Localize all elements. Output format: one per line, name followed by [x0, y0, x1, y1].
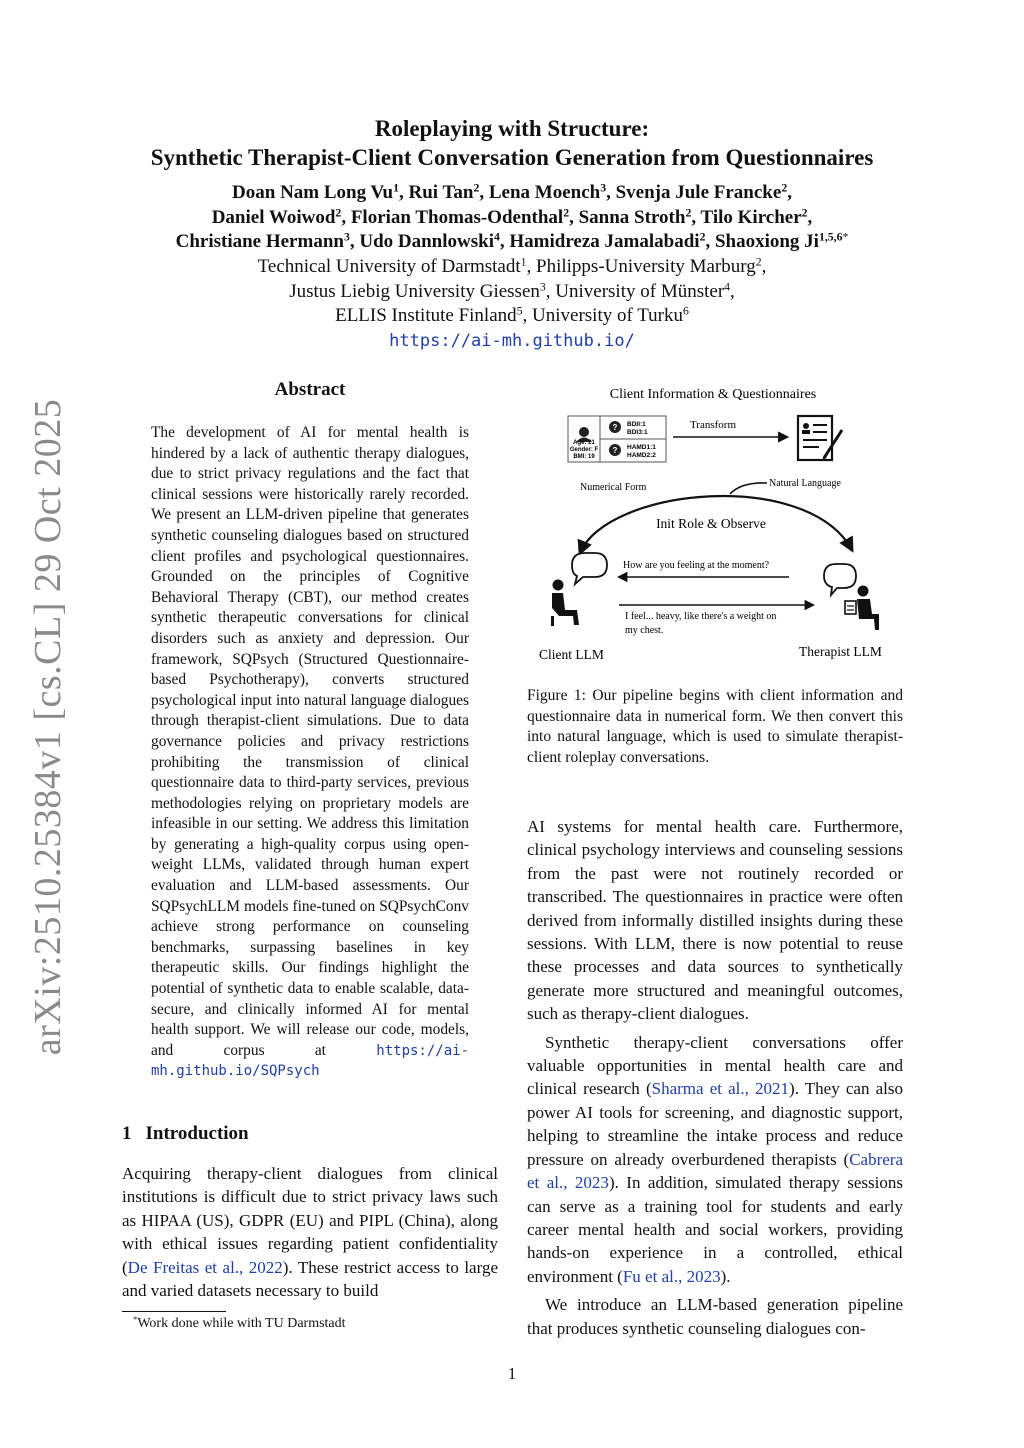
svg-text:?: ? — [612, 446, 618, 455]
citation-link[interactable]: Sharma et al., 2021 — [651, 1079, 790, 1099]
svg-text:?: ? — [612, 423, 618, 432]
client-llm-label: Client LLM — [539, 647, 604, 662]
abstract-url-link[interactable]: https://ai-mh.github.io/SQPsych — [151, 1042, 469, 1080]
section-title: Introduction — [145, 1123, 249, 1144]
therapist-person-icon — [824, 564, 879, 630]
svg-text:HAMD1:1: HAMD1:1 — [627, 444, 656, 451]
svg-text:Gender: F: Gender: F — [569, 447, 599, 453]
footnote-rule — [122, 1311, 226, 1312]
therapist-question: How are you feeling at the moment? — [623, 560, 770, 571]
svg-text:BDII:1: BDII:1 — [627, 421, 646, 428]
svg-text:BDI3:1: BDI3:1 — [627, 429, 648, 436]
therapist-llm-label: Therapist LLM — [799, 644, 882, 659]
author-line-2: Daniel Woiwod$^2$, Florian Thomas-Odenthal$^2$, Sanna Stroth$^2$, Tilo Kircher$^2$, — [211, 206, 813, 228]
author-line-3: Christiane Hermann$^3$, Udo Dannlowski$^4$, Hamidreza Jamalabadi$^2$, Shaoxiong $Ji^{1,5,6*}$ — [175, 230, 849, 252]
numerical-form-label: Numerical Form — [580, 482, 647, 493]
client-answer-line-2: my chest. — [625, 625, 664, 636]
svg-text:HAMD2:2: HAMD2:2 — [627, 452, 656, 459]
figure-title: Client Information & Questionnaires — [609, 387, 817, 402]
natural-language-document-icon — [798, 416, 842, 461]
paper-title-line-2: Synthetic Therapist-Client Conversation Generation from Questionnaires — [150, 145, 874, 170]
project-url-link[interactable]: https://ai-mh.github.io/ — [389, 331, 635, 351]
client-person-icon — [551, 553, 607, 626]
connector-curve — [730, 483, 767, 494]
init-role-label: Init Role & Observe — [656, 516, 766, 531]
natural-language-label: Natural Language — [769, 478, 841, 489]
speech-bubble-icon — [572, 553, 607, 584]
citation-link[interactable]: Cabrera et al., 2023 — [527, 1149, 903, 1193]
figure-1-pipeline-diagram — [527, 378, 903, 668]
abstract-heading: Abstract — [274, 379, 346, 400]
affiliation-line-3: ELLIS Institute Finland$^5$, University of Turku$^6$ — [335, 304, 689, 326]
footnote: *Work done while with TU Darmstadt — [133, 1314, 346, 1331]
paragraph: Synthetic therapy-client conversations offer valuable opportunities in mental health care and clinical research (Sharma et al., 2021). They can also power AI tools for screening, and diagnostic support, helping to streamline the intake process and reduce pressure on already overburdened therapists (Cabrera et al., 2023). In addition, simulated therapy sessions can serve as a training tool for students and early career mental health and social workers, providing hands-on experience in a controlled, ethical environment (Fu et al., 2023). — [527, 1032, 904, 1286]
intro-heading — [122, 1123, 249, 1145]
affiliation-line-1: Technical University of Darmstadt$^1$, Philipps-University Marburg$^2$, — [257, 255, 767, 277]
author-line-1: Doan Nam Long Vu$^1$, Rui Tan$^2$, Lena Moench$^3$, Svenja Jule Francke$^2$, — [232, 181, 792, 203]
paper-title-line-1: Roleplaying with Structure: — [374, 116, 650, 141]
abstract-text: The development of AI for mental health is hindered by a lack of authentic therapy dialogues, due to strict privacy regulations and the fact that clinical sessions were historically rarely recorded. We present an LLM-driven pipeline that generates synthetic counseling dialogues based on structured client profiles and psychological questionnaires. Grounded on the principles of Cognitive Behavioral Therapy (CBT), our method creates synthetic therapeutic conversations for clinical disorders such as anxiety and depression. Our framework, SQPsych (Structured Questionnaire-based Psychotherapy), converts structured psychological input into natural language dialogues through therapist-client simulations. Due to data governance policies and privacy restrictions prohibiting the transmission of clinical questionnaire data to third-party services, previous methodologies relying on proprietary models are infeasible in our setting. We address this limitation by generating a high-quality corpus using open-weight LLMs, validated through human expert evaluation and LLM-based assessments. Our SQPsychLLM models fine-tuned on SQPsychConv achieve strong performance on counseling benchmarks, surpassing baselines in key therapeutic skills. Our findings highlight the potential of synthetic data to enable scalable, data-secure, and clinically informed AI for mental health support. We will release our code, models, and corpus at — [151, 424, 469, 1059]
affiliation-line-2: Justus Liebig University Giessen$^3$, University of Münster$^4$, — [289, 280, 735, 302]
paragraph: AI systems for mental health care. Furthermore, clinical psychology interviews and counseling sessions from the past were not routinely recorded or transcribed. The questionnaires in practice were often derived from informally distilled insights during these sessions. With LLM, there is now potential to reuse these processes and data sources to synthetically generate more structured and meaningful outcomes, such as therapy-client dialogues. — [527, 817, 903, 1024]
intro-paragraph: Acquiring therapy-client dialogues from clinical institutions is difficult due to strict privacy laws such as HIPAA (US), GDPR (EU) and PIPL (China), along with ethical issues regarding patient confidentiality (De Freitas et al., 2022). These restrict access to large and varied datasets necessary to build — [122, 1164, 498, 1301]
right-column-body — [527, 815, 903, 1345]
svg-text:BMI: 19: BMI: 19 — [573, 454, 595, 460]
speech-bubble-icon — [824, 564, 856, 595]
transform-label: Transform — [689, 419, 737, 431]
citation-link[interactable]: De Freitas et al., 2022 — [127, 1257, 283, 1277]
page-number: 1 — [507, 1364, 517, 1383]
figure-1-caption: Figure 1: Our pipeline begins with client information and questionnaire data in numerical form. We then convert this into natural language, which is used to simulate therapist-client roleplay conversations. — [527, 687, 903, 766]
clipboard-icon — [845, 601, 856, 614]
section-number: 1 — [122, 1123, 132, 1144]
person-avatar-icon — [579, 427, 589, 437]
paragraph: We introduce an LLM-based generation pipeline that produces synthetic counseling dialogues con- — [527, 1295, 903, 1338]
citation-link[interactable]: Fu et al., 2023 — [622, 1266, 721, 1286]
client-answer-line-1: I feel... heavy, like there's a weight on — [625, 611, 777, 622]
svg-text:Age: 21: Age: 21 — [573, 440, 595, 446]
abstract-body — [151, 423, 469, 1082]
arxiv-side-stamp: arXiv:2510.25384v1 [cs.CL] 29 Oct 2025 — [27, 398, 69, 1056]
client-profile-card — [568, 416, 666, 462]
